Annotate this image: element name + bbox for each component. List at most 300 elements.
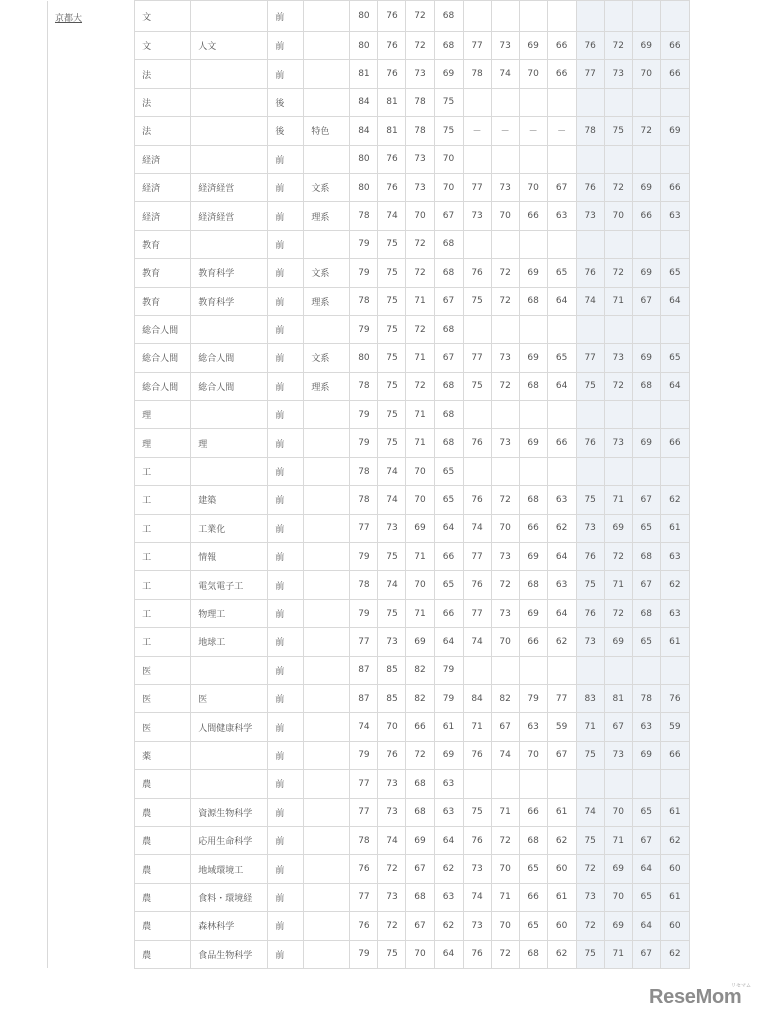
- cell-v12: [660, 656, 689, 684]
- cell-v10: 73: [604, 344, 632, 372]
- cell-schedule: 前: [268, 230, 304, 258]
- cell-v11: 69: [632, 344, 660, 372]
- cell-v2: 81: [378, 88, 406, 116]
- cell-v3: 68: [406, 883, 434, 911]
- cell-v6: 72: [491, 259, 519, 287]
- cell-v2: 74: [378, 486, 406, 514]
- cell-faculty: 総合人間: [135, 315, 191, 343]
- cell-v1: 77: [350, 770, 378, 798]
- table-row: [48, 145, 690, 173]
- cell-department: [191, 1, 268, 32]
- cell-v11: 67: [632, 940, 660, 968]
- cell-department: 地球工: [191, 628, 268, 656]
- cell-v3: 72: [406, 741, 434, 769]
- cell-v2: 75: [378, 287, 406, 315]
- cell-v12: 66: [660, 32, 689, 60]
- cell-v3: 73: [406, 173, 434, 201]
- cell-v1: 78: [350, 486, 378, 514]
- cell-v12: [660, 315, 689, 343]
- cell-stream: 文系: [304, 173, 350, 201]
- cell-v1: 81: [350, 60, 378, 88]
- cell-v4: 62: [434, 912, 463, 940]
- cell-v8: [547, 656, 576, 684]
- cell-v9: 72: [576, 855, 604, 883]
- cell-v5: 75: [463, 287, 491, 315]
- cell-v7: 66: [519, 202, 547, 230]
- cell-v10: 70: [604, 798, 632, 826]
- cell-v3: 72: [406, 1, 434, 32]
- cell-v9: 78: [576, 117, 604, 145]
- cell-v7: [519, 145, 547, 173]
- cell-v3: 70: [406, 457, 434, 485]
- cell-v8: 63: [547, 571, 576, 599]
- cell-v4: 70: [434, 145, 463, 173]
- cell-v6: [491, 401, 519, 429]
- cell-v2: 76: [378, 741, 406, 769]
- cell-schedule: 前: [268, 145, 304, 173]
- cell-schedule: 前: [268, 713, 304, 741]
- cell-v8: 66: [547, 60, 576, 88]
- cell-v5: 76: [463, 429, 491, 457]
- table-row: [48, 230, 690, 258]
- cell-department: 人文: [191, 32, 268, 60]
- cell-v6: 73: [491, 173, 519, 201]
- table-row: [48, 656, 690, 684]
- cell-v5: [463, 457, 491, 485]
- cell-v12: 61: [660, 798, 689, 826]
- table-row: [48, 88, 690, 116]
- cell-v4: 79: [434, 656, 463, 684]
- cell-v10: 73: [604, 741, 632, 769]
- cell-v9: 74: [576, 287, 604, 315]
- cell-stream: [304, 60, 350, 88]
- cell-v12: 60: [660, 912, 689, 940]
- cell-faculty: 法: [135, 117, 191, 145]
- cell-v2: 73: [378, 628, 406, 656]
- cell-v1: 79: [350, 940, 378, 968]
- cell-schedule: 前: [268, 457, 304, 485]
- cell-v10: [604, 1, 632, 32]
- cell-v7: 66: [519, 628, 547, 656]
- cell-v1: 80: [350, 32, 378, 60]
- cell-v9: [576, 656, 604, 684]
- table-row: [48, 713, 690, 741]
- cell-v4: 68: [434, 259, 463, 287]
- cell-v12: 64: [660, 372, 689, 400]
- cell-v2: 85: [378, 684, 406, 712]
- cell-v10: [604, 315, 632, 343]
- cell-v9: 75: [576, 826, 604, 854]
- cell-v10: 72: [604, 32, 632, 60]
- cell-v10: 71: [604, 486, 632, 514]
- cell-faculty: 農: [135, 855, 191, 883]
- cell-v9: [576, 457, 604, 485]
- cell-v1: 84: [350, 117, 378, 145]
- table-row: [48, 486, 690, 514]
- cell-v8: [547, 770, 576, 798]
- cell-v10: [604, 88, 632, 116]
- cell-v6: 73: [491, 429, 519, 457]
- cell-v6: 72: [491, 486, 519, 514]
- cell-v3: 67: [406, 855, 434, 883]
- cell-v4: 65: [434, 486, 463, 514]
- cell-v4: 62: [434, 855, 463, 883]
- table-row: [48, 173, 690, 201]
- cell-v3: 72: [406, 32, 434, 60]
- cell-v8: [547, 315, 576, 343]
- cell-v3: 72: [406, 315, 434, 343]
- cell-faculty: 教育: [135, 230, 191, 258]
- cell-schedule: 前: [268, 401, 304, 429]
- cell-v12: 60: [660, 855, 689, 883]
- cell-v10: 71: [604, 571, 632, 599]
- cell-v1: 77: [350, 514, 378, 542]
- cell-v4: 67: [434, 202, 463, 230]
- cell-v10: 81: [604, 684, 632, 712]
- cell-v6: [491, 770, 519, 798]
- cell-v6: 67: [491, 713, 519, 741]
- cell-v9: [576, 315, 604, 343]
- cell-v2: 76: [378, 60, 406, 88]
- cell-v2: 75: [378, 543, 406, 571]
- cell-stream: 理系: [304, 372, 350, 400]
- cell-department: 食料・環境経: [191, 883, 268, 911]
- cell-stream: [304, 883, 350, 911]
- cell-v9: [576, 230, 604, 258]
- cell-v3: 82: [406, 684, 434, 712]
- cell-v5: [463, 230, 491, 258]
- cell-v12: 62: [660, 571, 689, 599]
- cell-v1: 84: [350, 88, 378, 116]
- cell-v7: 66: [519, 883, 547, 911]
- cell-v6: [491, 315, 519, 343]
- cell-stream: [304, 798, 350, 826]
- cell-v9: 72: [576, 912, 604, 940]
- cell-v5: 75: [463, 798, 491, 826]
- cell-v8: 65: [547, 344, 576, 372]
- cell-faculty: 農: [135, 883, 191, 911]
- cell-v7: 65: [519, 912, 547, 940]
- cell-faculty: 農: [135, 798, 191, 826]
- cell-v5: [463, 315, 491, 343]
- logo-kana: リセマム: [731, 983, 751, 989]
- cell-v7: 69: [519, 32, 547, 60]
- cell-faculty: 法: [135, 60, 191, 88]
- cell-v11: [632, 315, 660, 343]
- cell-department: [191, 770, 268, 798]
- cell-faculty: 農: [135, 912, 191, 940]
- cell-v7: [519, 457, 547, 485]
- cell-v6: 74: [491, 60, 519, 88]
- cell-v3: 72: [406, 372, 434, 400]
- cell-v11: 67: [632, 287, 660, 315]
- cell-v11: 65: [632, 798, 660, 826]
- cell-stream: [304, 826, 350, 854]
- cell-v12: 61: [660, 883, 689, 911]
- table-row: [48, 770, 690, 798]
- table-row: [48, 117, 690, 145]
- cell-stream: [304, 599, 350, 627]
- cell-department: 資源生物科学: [191, 798, 268, 826]
- cell-v5: 84: [463, 684, 491, 712]
- table-row: [48, 457, 690, 485]
- cell-v9: 76: [576, 173, 604, 201]
- cell-v8: 62: [547, 826, 576, 854]
- table-row: [48, 202, 690, 230]
- cell-v11: [632, 770, 660, 798]
- cell-v1: 76: [350, 855, 378, 883]
- cell-v7: [519, 401, 547, 429]
- cell-v1: 79: [350, 401, 378, 429]
- cell-v5: [463, 145, 491, 173]
- cell-schedule: 前: [268, 656, 304, 684]
- cell-stream: [304, 656, 350, 684]
- cell-schedule: 前: [268, 344, 304, 372]
- cell-schedule: 前: [268, 173, 304, 201]
- cell-v12: [660, 145, 689, 173]
- cell-faculty: 医: [135, 713, 191, 741]
- cell-v1: 79: [350, 230, 378, 258]
- cell-v2: 75: [378, 315, 406, 343]
- cell-schedule: 前: [268, 543, 304, 571]
- cell-v10: 71: [604, 940, 632, 968]
- cell-v6: 72: [491, 571, 519, 599]
- cell-v9: 73: [576, 628, 604, 656]
- cell-v3: 70: [406, 940, 434, 968]
- cell-v5: [463, 1, 491, 32]
- cell-v5: 78: [463, 60, 491, 88]
- cell-v2: 73: [378, 770, 406, 798]
- cell-v6: 73: [491, 344, 519, 372]
- cell-v11: 65: [632, 628, 660, 656]
- cell-v6: 70: [491, 912, 519, 940]
- cell-department: [191, 656, 268, 684]
- cell-stream: [304, 571, 350, 599]
- cell-v7: 69: [519, 543, 547, 571]
- cell-v8: [547, 145, 576, 173]
- cell-v7: 68: [519, 372, 547, 400]
- cell-v1: 79: [350, 315, 378, 343]
- cell-v8: [547, 401, 576, 429]
- university-link[interactable]: 京都大: [55, 13, 83, 24]
- cell-schedule: 前: [268, 60, 304, 88]
- cell-v8: 64: [547, 599, 576, 627]
- cell-v9: 75: [576, 571, 604, 599]
- cell-faculty: 総合人間: [135, 372, 191, 400]
- table-row: [48, 855, 690, 883]
- cell-department: 応用生命科学: [191, 826, 268, 854]
- cell-v3: 78: [406, 88, 434, 116]
- cell-v7: 68: [519, 486, 547, 514]
- cell-stream: [304, 543, 350, 571]
- cell-v4: 70: [434, 173, 463, 201]
- cell-v1: 79: [350, 429, 378, 457]
- cell-v11: [632, 457, 660, 485]
- logo-text: ReseMom: [649, 986, 742, 1008]
- cell-v12: [660, 770, 689, 798]
- cell-v9: 74: [576, 798, 604, 826]
- cell-stream: [304, 684, 350, 712]
- cell-faculty: 総合人間: [135, 344, 191, 372]
- cell-faculty: 工: [135, 543, 191, 571]
- cell-faculty: 教育: [135, 287, 191, 315]
- cell-v4: 69: [434, 60, 463, 88]
- cell-v7: －: [519, 117, 547, 145]
- cell-v7: [519, 656, 547, 684]
- cell-v8: [547, 230, 576, 258]
- cell-department: 理: [191, 429, 268, 457]
- cell-v6: 72: [491, 287, 519, 315]
- table-row: [48, 32, 690, 60]
- cell-stream: [304, 457, 350, 485]
- cell-v4: 65: [434, 571, 463, 599]
- cell-v6: 72: [491, 940, 519, 968]
- cell-v2: 76: [378, 32, 406, 60]
- cell-v5: 77: [463, 543, 491, 571]
- cell-v10: [604, 457, 632, 485]
- cell-v7: 66: [519, 798, 547, 826]
- cell-faculty: 農: [135, 940, 191, 968]
- cell-v6: [491, 457, 519, 485]
- cell-v1: 80: [350, 1, 378, 32]
- cell-v10: [604, 145, 632, 173]
- cell-v3: 73: [406, 60, 434, 88]
- university-cell: [48, 1, 135, 969]
- cell-v11: 69: [632, 429, 660, 457]
- cell-v3: 71: [406, 401, 434, 429]
- cell-v1: 78: [350, 202, 378, 230]
- cell-stream: 理系: [304, 287, 350, 315]
- cell-v1: 77: [350, 883, 378, 911]
- cell-v5: 74: [463, 883, 491, 911]
- cell-v6: 70: [491, 202, 519, 230]
- cell-v1: 78: [350, 571, 378, 599]
- cell-v9: 76: [576, 32, 604, 60]
- cell-v10: 73: [604, 429, 632, 457]
- cell-v8: 59: [547, 713, 576, 741]
- cell-faculty: 文: [135, 32, 191, 60]
- cell-v4: 68: [434, 401, 463, 429]
- table-row: [48, 259, 690, 287]
- cell-v12: 65: [660, 344, 689, 372]
- cell-v11: 69: [632, 741, 660, 769]
- cell-department: 森林科学: [191, 912, 268, 940]
- cell-v4: 68: [434, 1, 463, 32]
- cell-department: [191, 457, 268, 485]
- cell-v10: 72: [604, 543, 632, 571]
- cell-v11: 65: [632, 514, 660, 542]
- cell-stream: [304, 401, 350, 429]
- cell-v2: 75: [378, 940, 406, 968]
- cell-department: 電気電子工: [191, 571, 268, 599]
- cell-v6: 70: [491, 628, 519, 656]
- table-row: [48, 372, 690, 400]
- cell-v5: 71: [463, 713, 491, 741]
- cell-v2: 76: [378, 145, 406, 173]
- cell-v8: 67: [547, 741, 576, 769]
- cell-v12: 76: [660, 684, 689, 712]
- cell-v7: 68: [519, 571, 547, 599]
- cell-v3: 70: [406, 202, 434, 230]
- cell-department: 地域環境工: [191, 855, 268, 883]
- cell-v11: 68: [632, 599, 660, 627]
- cell-department: [191, 230, 268, 258]
- cell-v12: [660, 1, 689, 32]
- cell-v3: 72: [406, 230, 434, 258]
- cell-department: [191, 315, 268, 343]
- cell-v9: [576, 770, 604, 798]
- cell-faculty: 薬: [135, 741, 191, 769]
- cell-v5: 74: [463, 628, 491, 656]
- cell-v2: 75: [378, 372, 406, 400]
- table-row: [48, 514, 690, 542]
- table-row: [48, 1, 690, 32]
- cell-v9: 73: [576, 202, 604, 230]
- cell-v2: 76: [378, 173, 406, 201]
- cell-v1: 80: [350, 173, 378, 201]
- cell-v9: [576, 145, 604, 173]
- cell-v9: [576, 1, 604, 32]
- table-row: [48, 684, 690, 712]
- cell-v7: 69: [519, 259, 547, 287]
- cell-faculty: 理: [135, 429, 191, 457]
- cell-schedule: 前: [268, 628, 304, 656]
- cell-v12: 62: [660, 826, 689, 854]
- cell-v12: 63: [660, 599, 689, 627]
- cell-department: 総合人間: [191, 372, 268, 400]
- cell-v4: 65: [434, 457, 463, 485]
- table-row: [48, 287, 690, 315]
- cell-v4: 68: [434, 372, 463, 400]
- cell-schedule: 前: [268, 940, 304, 968]
- cell-v2: 75: [378, 429, 406, 457]
- cell-v9: [576, 88, 604, 116]
- cell-v10: 70: [604, 202, 632, 230]
- cell-v7: 68: [519, 287, 547, 315]
- cell-faculty: 農: [135, 770, 191, 798]
- cell-faculty: 医: [135, 656, 191, 684]
- cell-stream: [304, 145, 350, 173]
- cell-stream: [304, 912, 350, 940]
- cell-department: 工業化: [191, 514, 268, 542]
- cell-v6: 73: [491, 599, 519, 627]
- cell-stream: [304, 713, 350, 741]
- cell-v4: 68: [434, 32, 463, 60]
- cell-v8: [547, 88, 576, 116]
- cell-v8: 67: [547, 173, 576, 201]
- cell-v8: 61: [547, 798, 576, 826]
- cell-v1: 79: [350, 741, 378, 769]
- cell-department: 人間健康科学: [191, 713, 268, 741]
- cell-v5: [463, 88, 491, 116]
- cell-v4: 64: [434, 514, 463, 542]
- cell-v4: 67: [434, 287, 463, 315]
- cell-v8: 62: [547, 940, 576, 968]
- cell-faculty: 法: [135, 88, 191, 116]
- cell-v1: 74: [350, 713, 378, 741]
- cell-v1: 78: [350, 372, 378, 400]
- cell-stream: 文系: [304, 259, 350, 287]
- cell-v12: 66: [660, 741, 689, 769]
- cell-v9: 77: [576, 344, 604, 372]
- cell-v7: 69: [519, 599, 547, 627]
- cell-v11: [632, 145, 660, 173]
- table-row: [48, 401, 690, 429]
- cell-schedule: 前: [268, 202, 304, 230]
- cell-v2: 76: [378, 1, 406, 32]
- cell-department: 経済経営: [191, 173, 268, 201]
- cell-v5: －: [463, 117, 491, 145]
